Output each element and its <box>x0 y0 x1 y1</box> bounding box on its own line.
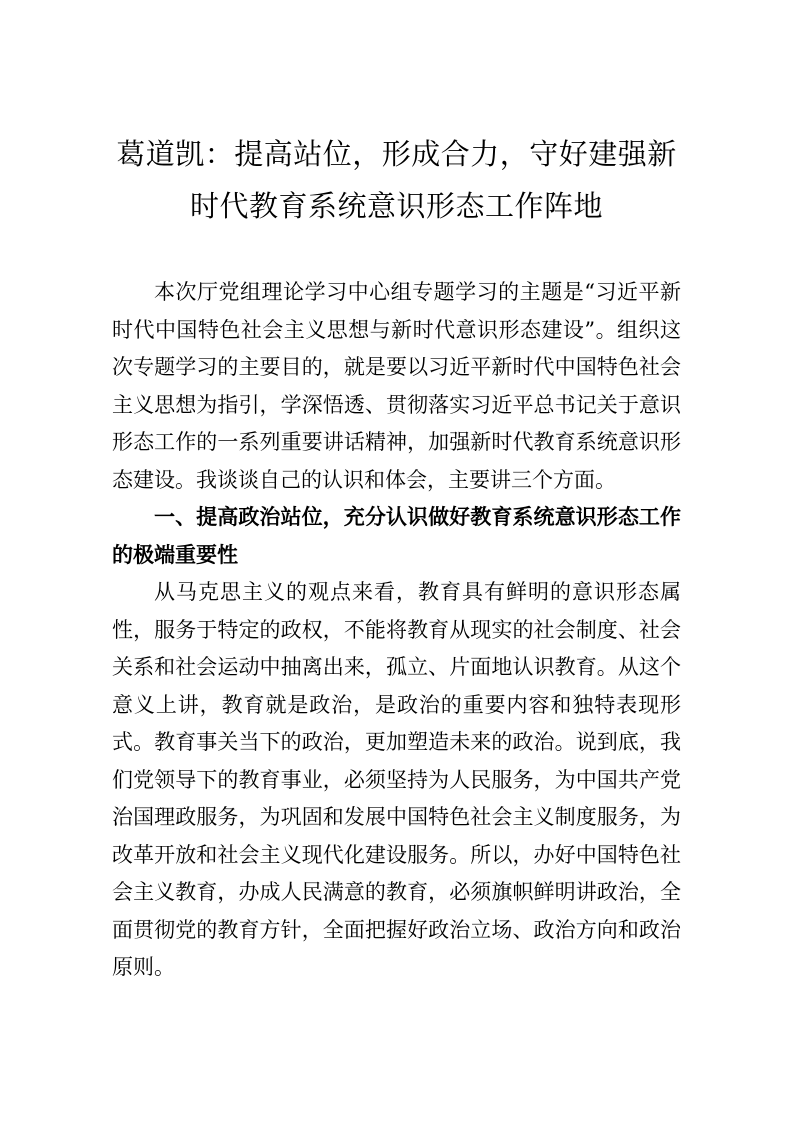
section-heading-1: 一、提高政治站位，充分认识做好教育系统意识形态工作的极端重要性 <box>112 505 681 567</box>
document-title: 葛道凯：提高站位，形成合力，守好建强新时代教育系统意识形态工作阵地 <box>116 137 677 223</box>
paragraph-section-1-body: 从马克思主义的观点来看，教育具有鲜明的意识形态属性，服务于特定的政权，不能将教育从现实的社会制度、社会关系和社会运动中抽离出来，孤立、片面地认识教育。从这个意义上讲，教育就是政治，是政治的重要内容和独特表现形式。教育事关当下的政治，更加塑造未来的政治。说到底，我们党领导下的教育事业，必须坚持为人民服务，为中国共产党治国理政服务，为巩固和发展中国特色社会主义制度服务，为改革开放和社会主义现代化建设服务。所以，办好中国特色社会主义教育，办成人民满意的教育，必须旗帜鲜明讲政治，全面贯彻党的教育方针，全面把握好政治立场、政治方向和政治原则。 <box>112 580 681 979</box>
paragraph-intro: 本次厅党组理论学习中心组专题学习的主题是“习近平新时代中国特色社会主义思想与新时代意识形态建设”。组织这次专题学习的主要目的，就是要以习近平新时代中国特色社会主义思想为指引，学深悟透、贯彻落实习近平总书记关于意识形态工作的一系列重要讲话精神，加强新时代教育系统意识形态建设。我谈谈自己的认识和体会，主要讲三个方面。 <box>112 280 681 492</box>
